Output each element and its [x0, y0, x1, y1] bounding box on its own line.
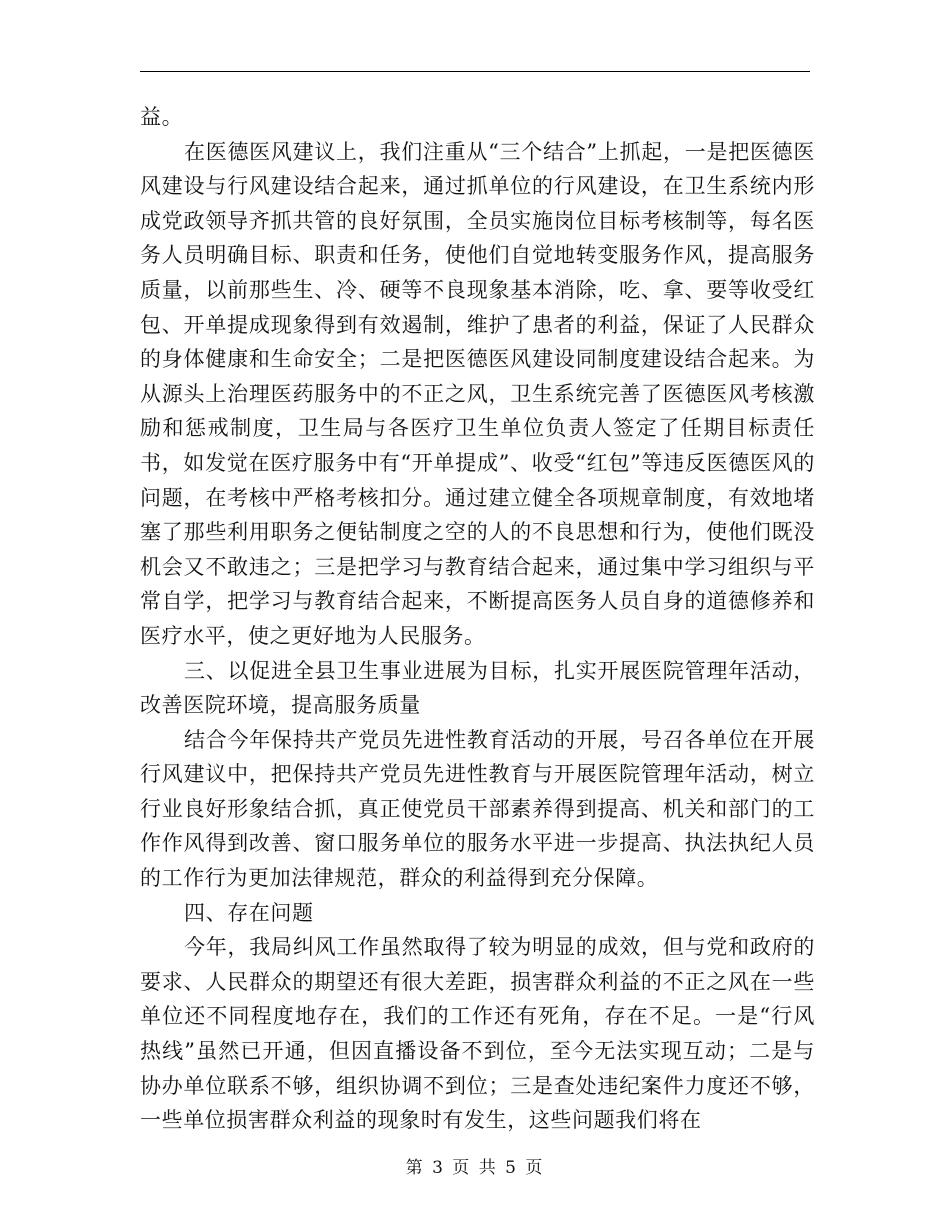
document-body [140, 100, 815, 1138]
paragraph-continuation: 益。 [140, 105, 184, 129]
header-rule [140, 71, 810, 72]
page-number-footer: 第 3 页 共 5 页 [405, 1158, 545, 1178]
paragraph-medical-ethics: 在医德医风建议上，我们注重从“三个结合”上抓起，一是把医德医风建设与行风建设结合起来，通过抓单位的行风建设，在卫生系统内形成党政领导齐抓共管的良好氛围，全员实施岗位目标考核制等，每名医务人员明确目标、职责和任务，使他们自觉地转变服务作风，提高服务质量，以前那些生、冷、硬等不良现象基本消除，吃、拿、要等收受红包、开单提成现象得到有效遏制，维护了患者的利益，保证了人民群众的身体健康和生命安全；二是把医德医风建设同制度建设结合起来。为从源头上治理医药服务中的不正之风，卫生系统完善了医德医风考核激励和惩戒制度，卫生局与各医疗卫生单位负责人签定了任期目标责任书，如发觉在医疗服务中有“开单提成”、收受“红包”等违反医德医风的问题，在考核中严格考核扣分。通过建立健全各项规章制度，有效地堵塞了那些利用职务之便钻制度之空的人的不良思想和行为，使他们既没机会又不敢违之；三是把学习与教育结合起来，通过集中学习组织与平常自学，把学习与教育结合起来，不断提高医务人员自身的道德修养和医疗水平，使之更好地为人民服务。 [140, 139, 815, 648]
section-heading-three: 三、以促进全县卫生事业进展为目标，扎实开展医院管理年活动，改善医院环境，提高服务质量 [140, 658, 815, 718]
paragraph-problems: 今年，我局纠风工作虽然取得了较为明显的成效，但与党和政府的要求、人民群众的期望还有很大差距，损害群众利益的不正之风在一些单位还不同程度地存在，我们的工作还有死角，存在不足。一是“行风热线”虽然已开通，但因直播设备不到位，至今无法实现互动；二是与协办单位联系不够，组织协调不到位；三是查处违纪案件力度还不够，一些单位损害群众利益的现象时有发生，这些问题我们将在 [140, 935, 815, 1133]
paragraph-party-education: 结合今年保持共产党员先进性教育活动的开展，号召各单位在开展行风建议中，把保持共产党员先进性教育与开展医院管理年活动，树立行业良好形象结合抓，真正使党员干部素养得到提高、机关和部门的工作作风得到改善、窗口服务单位的服务水平进一步提高、执法执纪人员的工作行为更加法律规范，群众的利益得到充分保障。 [140, 727, 815, 891]
section-heading-four: 四、存在问题 [184, 900, 314, 925]
